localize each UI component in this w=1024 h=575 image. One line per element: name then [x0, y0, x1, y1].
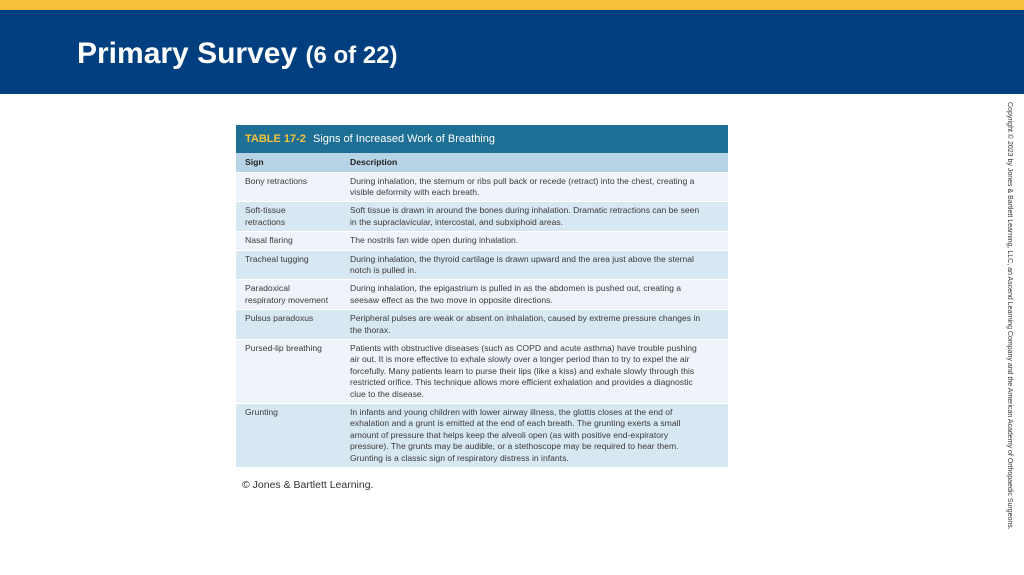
table-row [236, 339, 728, 403]
description-text-line: Grunting is a classic sign of respiratory distress in infants. [350, 452, 569, 463]
description-text-line: exhalation and a grunt is emitted at the end of each breath. The grunting exerts a small [350, 418, 681, 429]
description-text-line: pressure). The grunts may be audible, or a stethoscope may be required to hear them. [350, 441, 679, 452]
sign-text-line: Soft-tissue [245, 205, 286, 216]
sign-cell [236, 250, 341, 280]
description-text-line: Peripheral pulses are weak or absent on inhalation, caused by extreme pressure changes in [350, 313, 701, 324]
table-caption [236, 125, 728, 153]
sign-text-line: Nasal flaring [245, 235, 293, 246]
table-row [236, 250, 728, 280]
slide-title-main: Primary Survey [77, 37, 298, 70]
description-text-line: forcefully. Many patients learn to purse their lips (like a kiss) and exhale slowly through this [350, 365, 695, 376]
table-row [236, 404, 728, 468]
sign-text-line: Pursed-lip breathing [245, 342, 322, 353]
sign-text-line: Paradoxical [245, 283, 290, 294]
sign-cell [236, 310, 341, 340]
sign-cell [236, 280, 341, 310]
sign-cell [236, 339, 341, 403]
table-row [236, 310, 728, 340]
description-text-line: the thorax. [350, 324, 391, 335]
description-text-line: clue to the disease. [350, 388, 425, 399]
signs-table [236, 153, 728, 467]
description-cell [341, 310, 728, 340]
sign-cell [236, 202, 341, 232]
description-text-line: seesaw effect as the two move in opposite directions. [350, 294, 553, 305]
sign-cell [236, 404, 341, 468]
description-text-line: During inhalation, the sternum or ribs pull back or recede (retract) into the chest, creating a [350, 175, 695, 186]
table-17-2 [236, 125, 728, 467]
description-cell [341, 202, 728, 232]
sign-text-line: retractions [245, 216, 286, 227]
description-text-line: During inhalation, the epigastrium is pulled in as the abdomen is pushed out, creating a [350, 283, 682, 294]
description-cell [341, 232, 728, 250]
table-row [236, 232, 728, 250]
sign-cell [236, 232, 341, 250]
column-header-sign: Sign [236, 153, 341, 172]
table-row [236, 280, 728, 310]
description-text-line: in the supraclavicular, intercostal, and subxiphoid areas. [350, 216, 564, 227]
description-cell [341, 280, 728, 310]
description-text-line: notch is pulled in. [350, 264, 417, 275]
description-text-line: Soft tissue is drawn in around the bones during inhalation. Dramatic retractions can be seen [350, 205, 700, 216]
description-text-line: During inhalation, the thyroid cartilage is drawn upward and the area just above the sternal [350, 253, 694, 264]
sign-text-line: Pulsus paradoxus [245, 313, 314, 324]
copyright-notice: Copyright © 2023 by Jones & Bartlett Learning, LLC, an Ascend Learning Company and the American Academy of Orthopaedic Surgeons. [1006, 102, 1013, 530]
description-cell [341, 339, 728, 403]
description-text-line: amount of pressure that helps keep the alveoli open (as with positive end-expiratory [350, 429, 669, 440]
description-cell [341, 250, 728, 280]
table-number: TABLE 17-2 [245, 133, 306, 145]
table-row [236, 172, 728, 202]
top-accent-stripe [0, 0, 1024, 10]
sign-text-line: Bony retractions [245, 175, 308, 186]
column-header-description: Description [341, 153, 728, 172]
slide-title-subtitle: (6 of 22) [305, 42, 398, 69]
description-text-line: Patients with obstructive diseases (such as COPD and acute asthma) have trouble pushing [350, 342, 697, 353]
table-row [236, 202, 728, 232]
description-cell [341, 172, 728, 202]
description-text-line: In infants and young children with lower airway illness, the glottis closes at the end of [350, 407, 673, 417]
slide-title [77, 34, 398, 76]
description-text-line: visible deformity with each breath. [350, 186, 480, 197]
description-text-line: The nostrils fan wide open during inhalation. [350, 235, 519, 246]
table-caption-text: Signs of Increased Work of Breathing [312, 133, 495, 145]
description-text-line: restricted orifice. This technique allows more efficient exhalation and provides a diagnostic [350, 377, 693, 388]
description-text-line: air out. It is more effective to exhale slowly over a longer period than to try to expel the air [350, 354, 690, 365]
sign-text-line: respiratory movement [245, 294, 329, 305]
image-credit: © Jones & Bartlett Learning. [242, 479, 374, 491]
sign-text-line: Tracheal tugging [245, 253, 309, 264]
description-cell [341, 404, 728, 468]
sign-cell [236, 172, 341, 202]
table-header-row [236, 153, 728, 172]
table-body [236, 172, 728, 467]
sign-text-line: Grunting [245, 407, 278, 417]
